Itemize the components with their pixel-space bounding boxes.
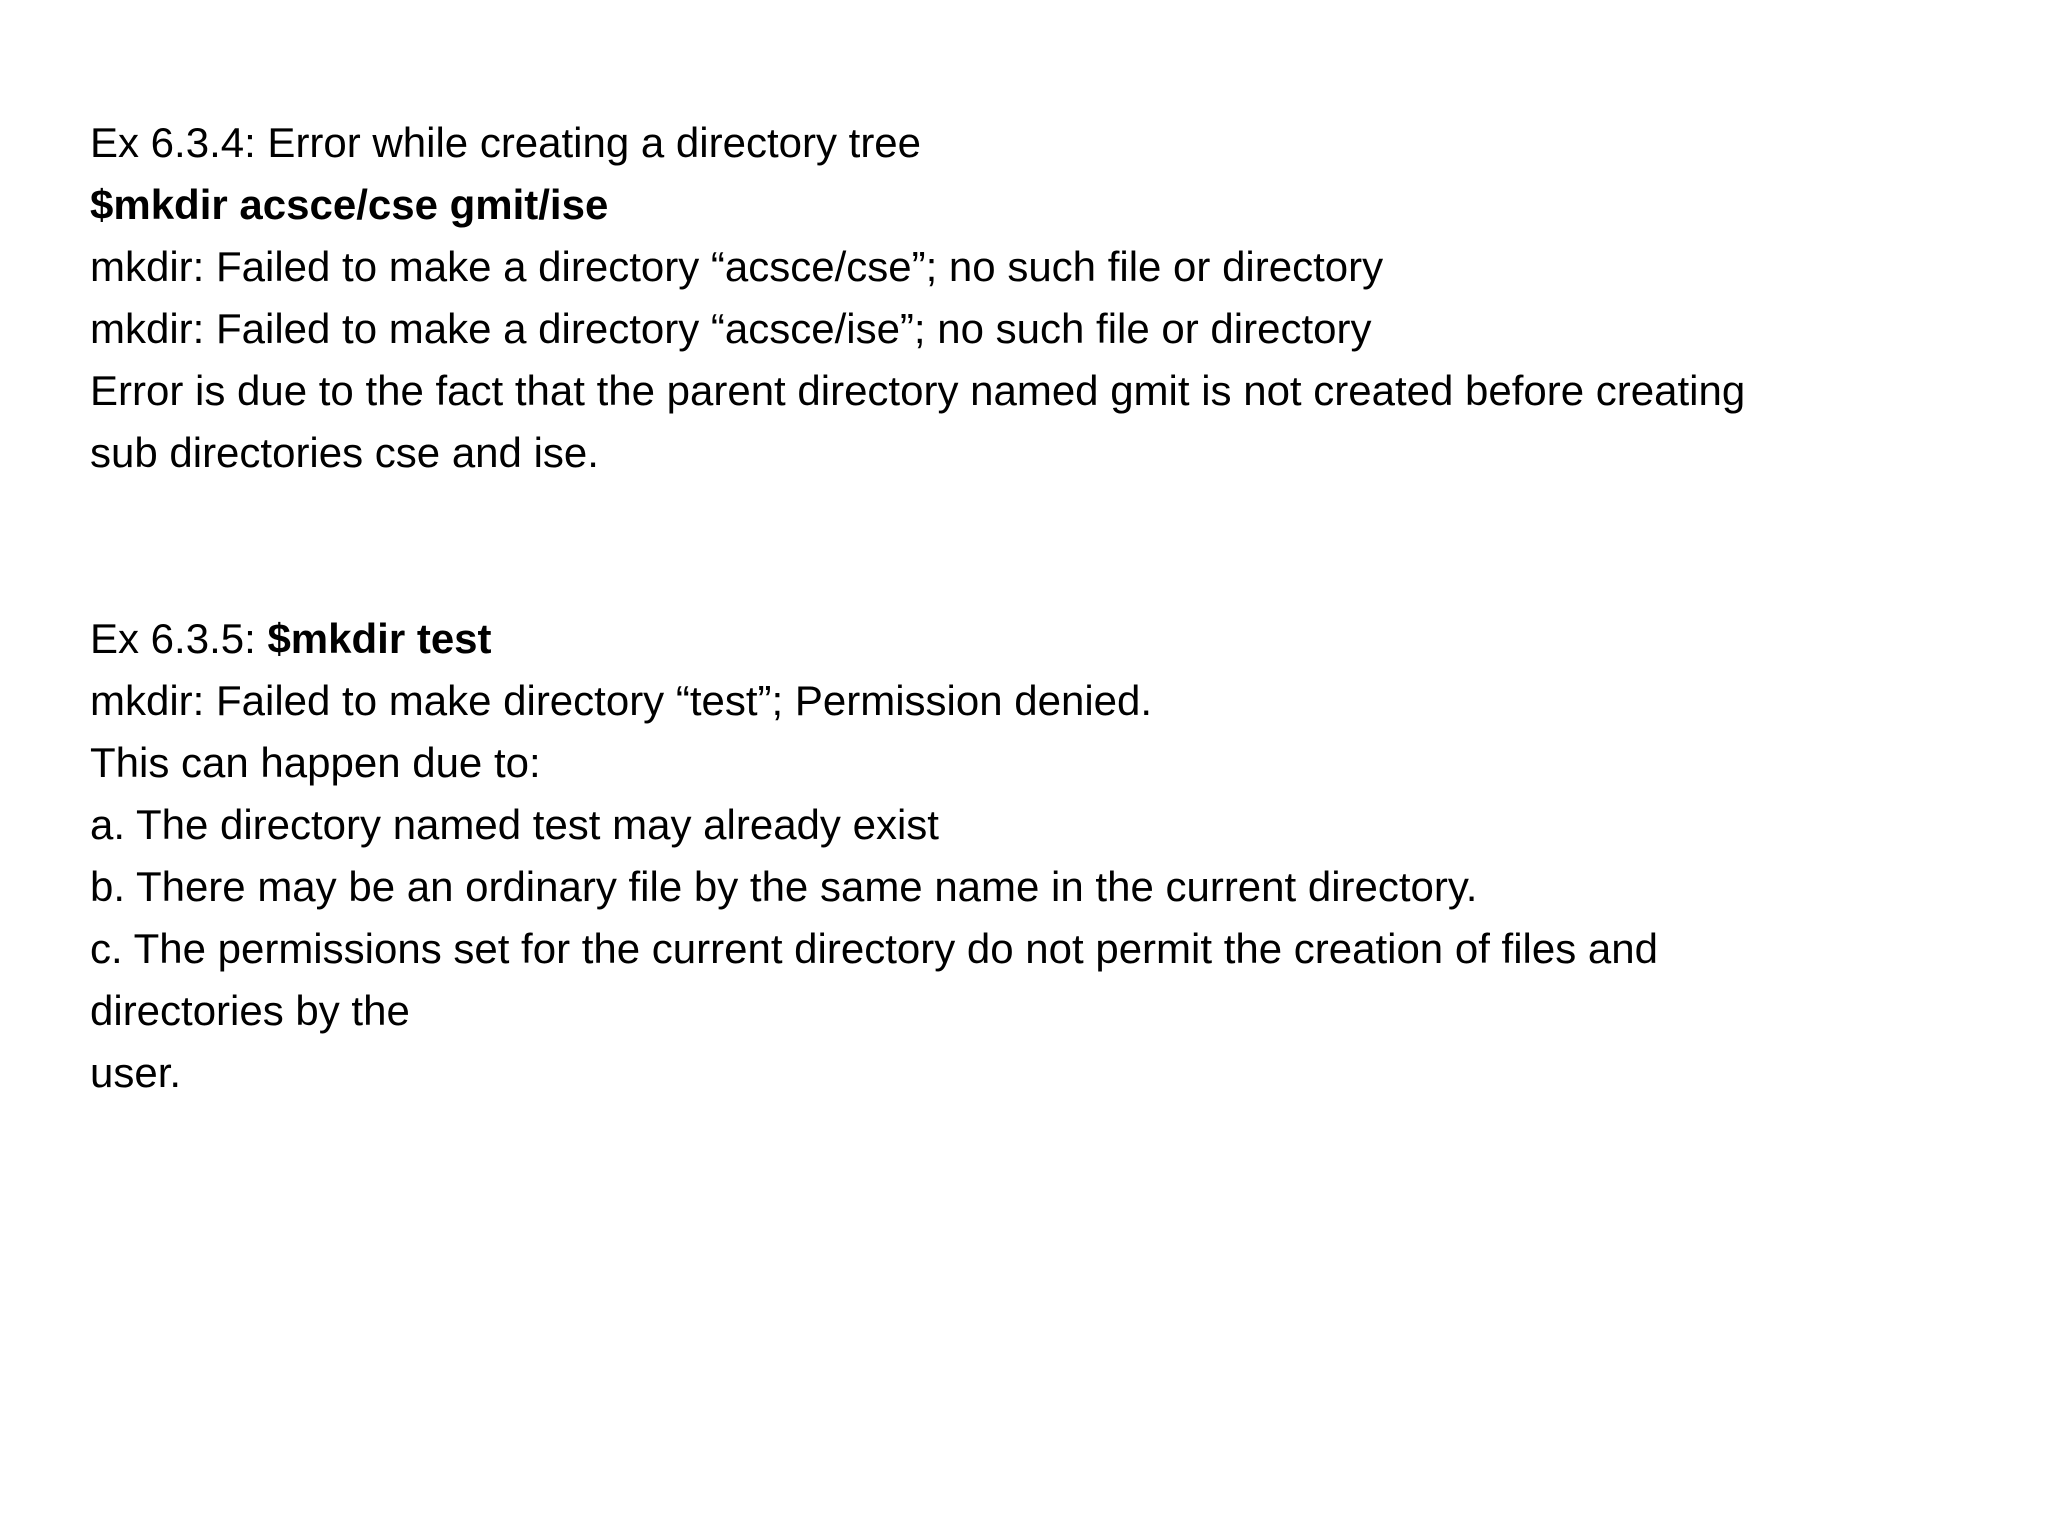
command-text: $mkdir acsce/cse gmit/ise — [90, 181, 609, 228]
reason-item: a. The directory named test may already exist — [90, 801, 939, 848]
reason-item: c. The permissions set for the current directory do not permit the creation of files and — [90, 925, 1658, 972]
section-heading-prefix: Ex 6.3.5: — [90, 615, 268, 662]
reason-item-continued: directories by the — [90, 987, 410, 1034]
command-text: $mkdir test — [267, 615, 492, 662]
slide-content — [90, 112, 2010, 1104]
section-ex-6-3-4 — [90, 112, 2010, 484]
section-spacer — [90, 484, 2010, 608]
reason-item: b. There may be an ordinary file by the same name in the current directory. — [90, 863, 1478, 910]
error-output-line: mkdir: Failed to make directory “test”; Permission denied. — [90, 677, 1153, 724]
section-ex-6-3-5 — [90, 608, 2010, 1104]
section-heading: Ex 6.3.4: Error while creating a directory tree — [90, 119, 922, 166]
reason-item-continued: user. — [90, 1049, 182, 1096]
reasons-intro: This can happen due to: — [90, 739, 541, 786]
section-heading — [90, 608, 2010, 670]
error-output-line: mkdir: Failed to make a directory “acsce/ise”; no such file or directory — [90, 305, 1372, 352]
explanation-line: sub directories cse and ise. — [90, 429, 599, 476]
explanation-line: Error is due to the fact that the parent directory named gmit is not created before creating — [90, 367, 1746, 414]
error-output-line: mkdir: Failed to make a directory “acsce/cse”; no such file or directory — [90, 243, 1384, 290]
